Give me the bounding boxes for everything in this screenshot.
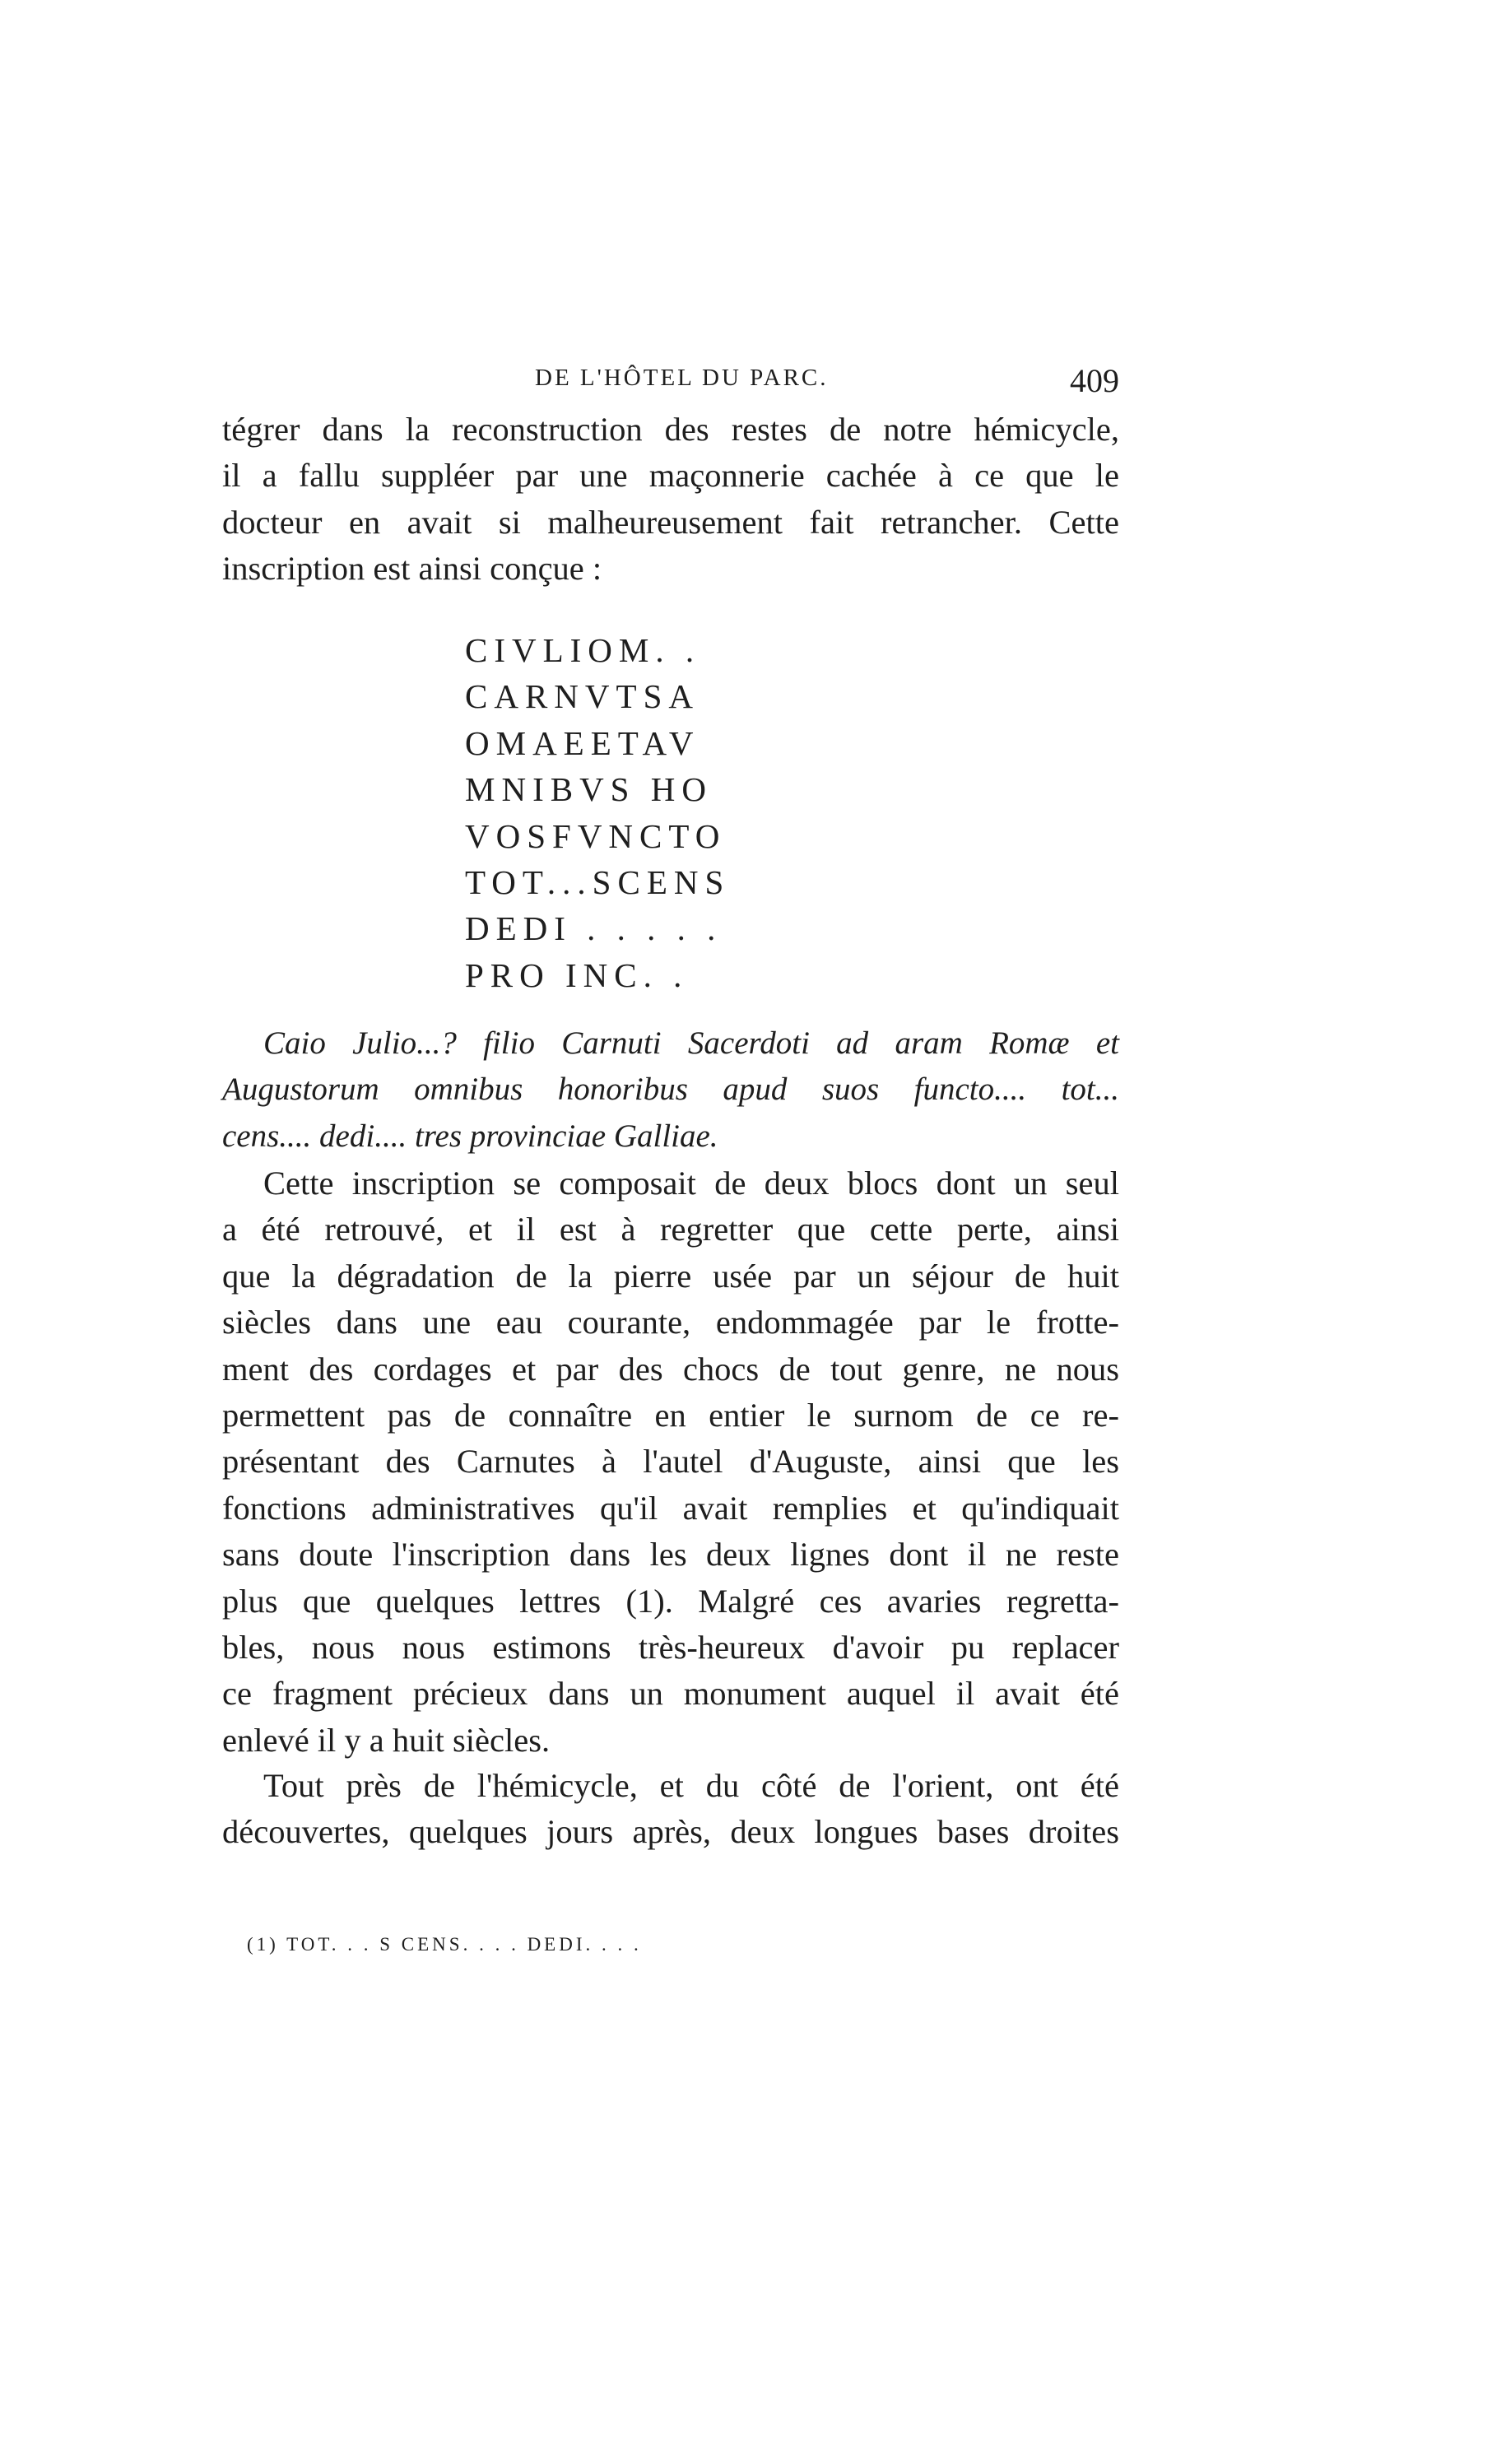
inscription-line: DEDI . . . . . [465, 909, 723, 948]
paragraph-3 [222, 1763, 1119, 1856]
inscription-line: CARNVTSA [465, 677, 700, 716]
inscription-line: MNIBVS HO [465, 770, 713, 809]
text-line: fonctions administratives qu'il avait remplies et qu'indiquait [222, 1489, 1119, 1527]
text-line: plus que quelques lettres (1). Malgré ces avaries regretta- [222, 1582, 1119, 1620]
text-line: siècles dans une eau courante, endommagée par le frotte- [222, 1304, 1119, 1341]
text-line: tégrer dans la reconstruction des restes de notre hémicycle, [222, 411, 1119, 448]
inscription-line: OMAEETAV [465, 723, 700, 762]
text-line: Cette inscription se composait de deux blocs dont un seul [263, 1165, 1119, 1202]
text-line: présentant des Carnutes à l'autel d'Auguste, ainsi que les [222, 1443, 1119, 1481]
footnote: (1) TOT. . . S CENS. . . . DEDI. . . . [247, 1934, 642, 1955]
translation-line: Augustorum omnibus honoribus apud suos functo.... tot... [222, 1072, 1119, 1108]
inscription-line: CIVLIOM. . [465, 631, 701, 669]
page-number: 409 [1070, 362, 1119, 399]
paragraph-1 [222, 407, 1119, 593]
text-line: ment des cordages et par des chocs de tout genre, ne nous [222, 1350, 1119, 1388]
inscription-line: VOSFVNCTO [465, 816, 727, 855]
text-line: découvertes, quelques jours après, deux longues bases droites [222, 1813, 1119, 1851]
translation-line: cens.... dedi.... tres provinciae Galliae. [222, 1118, 718, 1154]
inscription-line: TOT...SCENS [465, 862, 731, 901]
text-line: sans doute l'inscription dans les deux lignes dont il ne reste [222, 1536, 1119, 1574]
text-line: que la dégradation de la pierre usée par un séjour de huit [222, 1257, 1119, 1295]
page-header [222, 362, 1119, 411]
text-line: ce fragment précieux dans un monument auquel il avait été [222, 1675, 1119, 1713]
running-head: DE L'HÔTEL DU PARC. [535, 365, 829, 391]
text-line: inscription est ainsi conçue : [222, 550, 602, 588]
translation-line: Caio Julio...? filio Carnuti Sacerdoti ad aram Romæ et [263, 1025, 1119, 1061]
text-line: docteur en avait si malheureusement fait retrancher. Cette [222, 503, 1119, 541]
paragraph-2 [222, 1160, 1119, 1764]
latin-inscription [465, 627, 730, 998]
text-line: a été retrouvé, et il est à regretter que cette perte, ainsi [222, 1211, 1119, 1248]
text-line: enlevé il y a huit siècles. [222, 1721, 551, 1759]
text-line: il a fallu suppléer par une maçonnerie cachée à ce que le [222, 457, 1119, 495]
inscription-line: PRO INC. . [465, 955, 689, 994]
text-line: bles, nous nous estimons très-heureux d'avoir pu replacer [222, 1628, 1119, 1666]
latin-translation [222, 1020, 1119, 1160]
text-line: Tout près de l'hémicycle, et du côté de l'orient, ont été [263, 1767, 1119, 1804]
text-line: permettent pas de connaître en entier le surnom de ce re- [222, 1396, 1119, 1434]
